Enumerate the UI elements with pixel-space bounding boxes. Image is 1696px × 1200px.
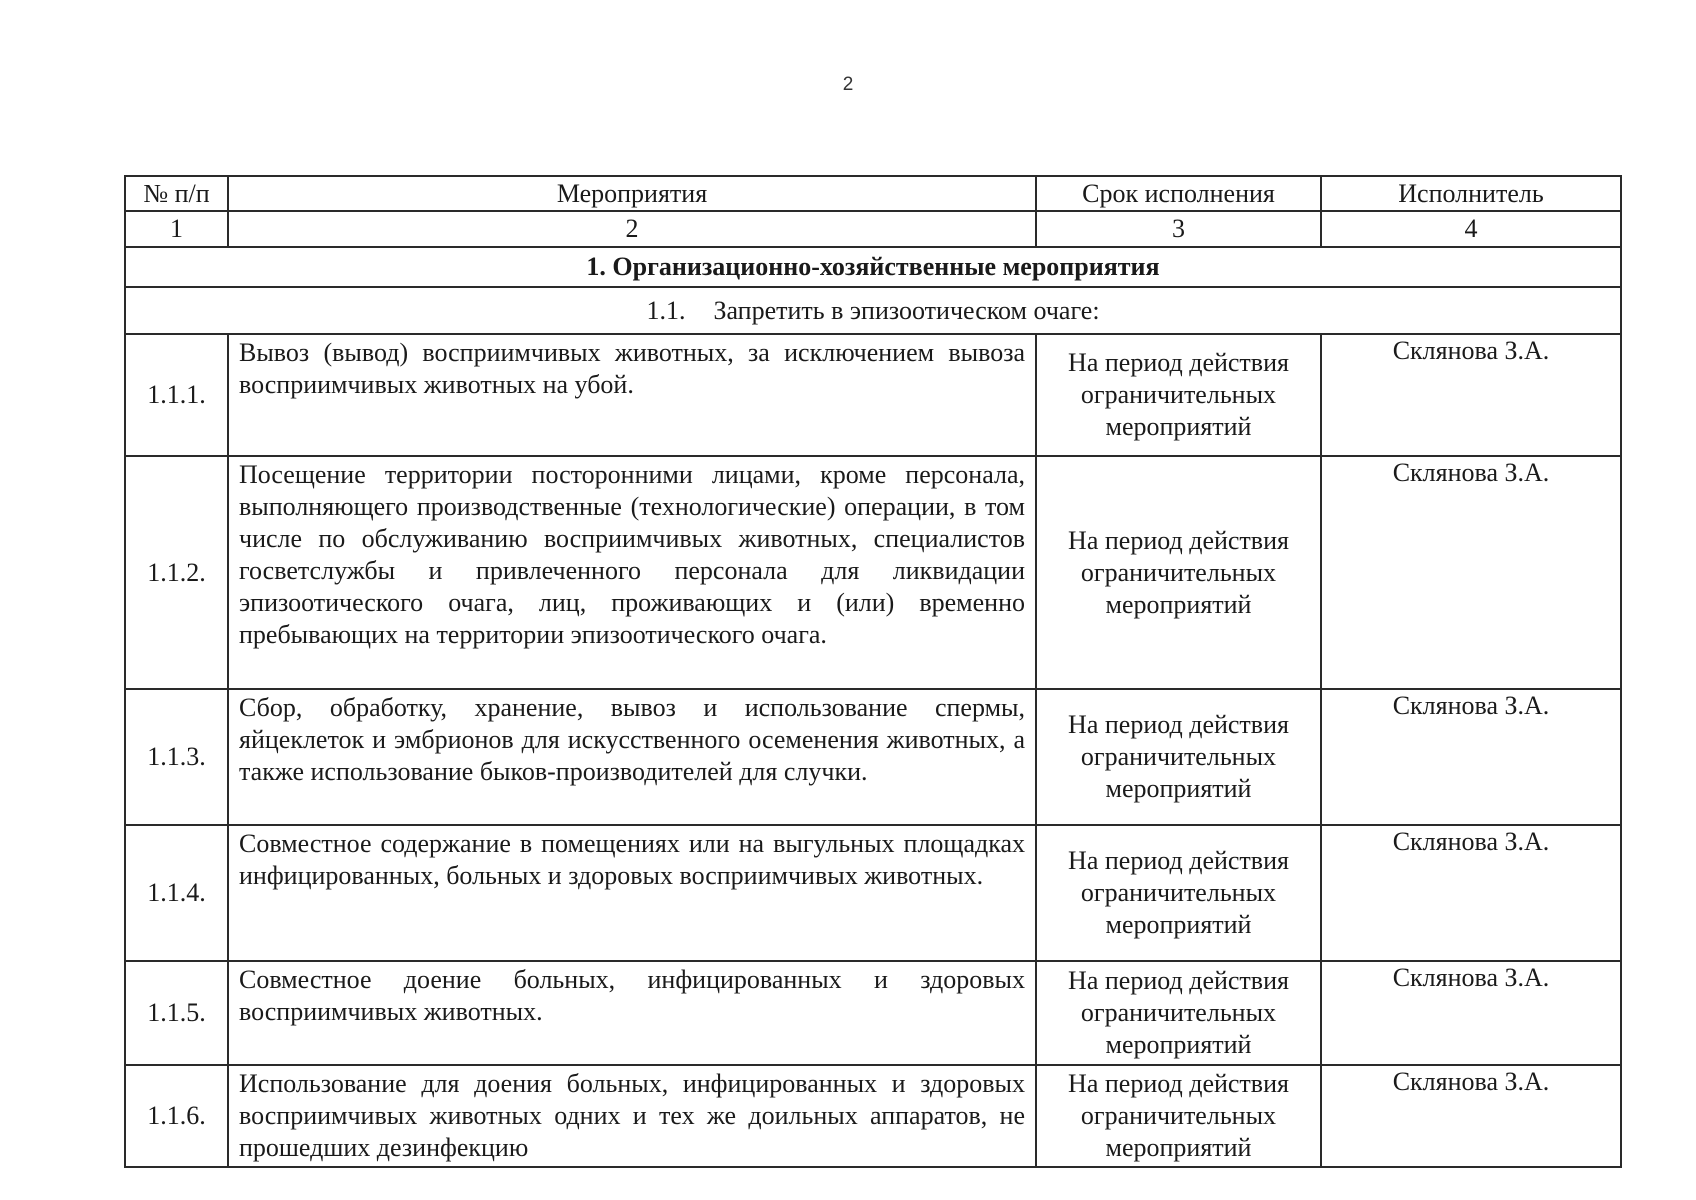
row-executor: Склянова З.А. (1321, 1065, 1621, 1167)
row-term: На период действия ограничительных мероприятий (1036, 961, 1321, 1065)
row-activity: Сбор, обработку, хранение, вывоз и использование спермы, яйцеклеток и эмбрионов для искусственного осеменения животных, а также использование быков-производителей для случки. (228, 689, 1036, 825)
row-number: 1.1.3. (125, 689, 228, 825)
row-term: На период действия ограничительных мероприятий (1036, 456, 1321, 689)
row-term: На период действия ограничительных мероприятий (1036, 334, 1321, 456)
row-number: 1.1.5. (125, 961, 228, 1065)
row-executor: Склянова З.А. (1321, 961, 1621, 1065)
column-number: 4 (1321, 211, 1621, 247)
row-activity: Посещение территории посторонними лицами, кроме персонала, выполняющего производственные (технологические) операции, в том числе по обслуживанию восприимчивых животных, специалистов госветслужбы и привлеченного персонала для ликвидации эпизоотического очага, лиц, проживающих и (или) временно пребывающих на территории эпизоотического очага. (228, 456, 1036, 689)
subsection-row (125, 287, 1621, 334)
table-row (125, 334, 1621, 456)
row-executor: Склянова З.А. (1321, 689, 1621, 825)
row-number: 1.1.6. (125, 1065, 228, 1167)
row-number: 1.1.4. (125, 825, 228, 961)
column-number: 1 (125, 211, 228, 247)
row-executor: Склянова З.А. (1321, 825, 1621, 961)
column-number: 2 (228, 211, 1036, 247)
row-activity: Вывоз (вывод) восприимчивых животных, за исключением вывоза восприимчивых животных на убой. (228, 334, 1036, 456)
activities-table (124, 175, 1622, 1168)
table-row (125, 1065, 1621, 1167)
column-number-row (125, 211, 1621, 247)
row-number: 1.1.1. (125, 334, 228, 456)
table-row (125, 825, 1621, 961)
row-activity: Совместное содержание в помещениях или на выгульных площадках инфицированных, больных и здоровых восприимчивых животных. (228, 825, 1036, 961)
header-term: Срок исполнения (1036, 176, 1321, 211)
row-number: 1.1.2. (125, 456, 228, 689)
table-row (125, 456, 1621, 689)
table-row (125, 961, 1621, 1065)
table-row (125, 689, 1621, 825)
row-executor: Склянова З.А. (1321, 334, 1621, 456)
header-num: № п/п (125, 176, 228, 211)
header-executor: Исполнитель (1321, 176, 1621, 211)
subsection-title: Запретить в эпизоотическом очаге: (713, 295, 1100, 325)
row-term: На период действия ограничительных мероприятий (1036, 689, 1321, 825)
section-row (125, 247, 1621, 287)
subsection-cell (125, 287, 1621, 334)
row-activity: Совместное доение больных, инфицированных и здоровых восприимчивых животных. (228, 961, 1036, 1065)
row-term: На период действия ограничительных мероприятий (1036, 825, 1321, 961)
row-term: На период действия ограничительных мероприятий (1036, 1065, 1321, 1167)
row-activity: Использование для доения больных, инфицированных и здоровых восприимчивых животных одних и тех же доильных аппаратов, не прошедших дезинфекцию (228, 1065, 1036, 1167)
header-activities: Мероприятия (228, 176, 1036, 211)
subsection-number: 1.1. (646, 295, 686, 325)
section-title: 1. Организационно-хозяйственные мероприятия (125, 247, 1621, 287)
row-executor: Склянова З.А. (1321, 456, 1621, 689)
page-number: 2 (842, 74, 854, 95)
column-number: 3 (1036, 211, 1321, 247)
table-header-row (125, 176, 1621, 211)
